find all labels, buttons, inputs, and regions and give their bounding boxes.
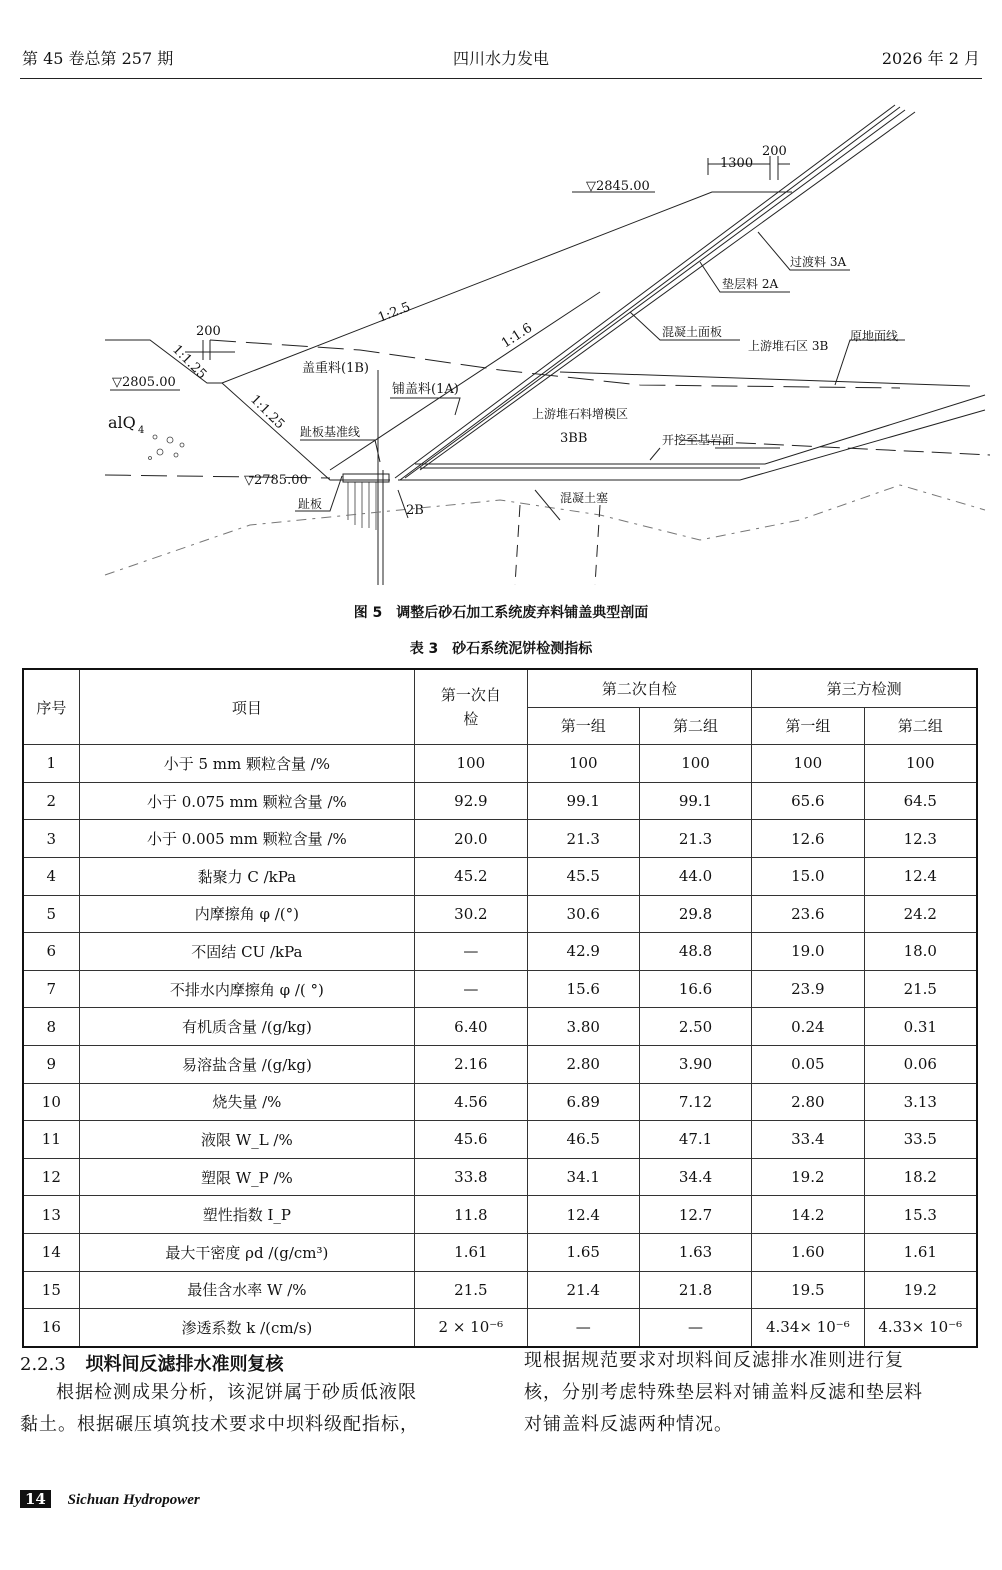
- label-cushion-2a: 垫层料 2A: [722, 277, 779, 291]
- row-value: 12.7: [639, 1196, 751, 1234]
- row-value: 21.3: [527, 820, 639, 858]
- section-heading: [20, 1350, 284, 1376]
- elevation-2785: ▽2785.00: [244, 473, 308, 488]
- row-value: 45.5: [527, 857, 639, 895]
- row-value: 33.5: [864, 1121, 977, 1159]
- label-3bb: 3BB: [560, 431, 588, 446]
- row-value: 45.6: [415, 1121, 528, 1159]
- dim-200-left: 200: [196, 324, 221, 339]
- label-face-slab: 混凝土面板: [662, 325, 723, 339]
- table-row: [23, 745, 977, 783]
- row-value: 2.50: [639, 1008, 751, 1046]
- slope-1-2-5-label: 1:2.5: [376, 299, 413, 326]
- slope-1-1-25-upper-label: 1:1.25: [169, 342, 210, 383]
- header-group-2: 第二组: [639, 707, 751, 745]
- row-value: 33.4: [752, 1121, 864, 1159]
- paragraph-line: 根据检测成果分析，该泥饼属于砂质低液限: [56, 1382, 417, 1403]
- header-third-party: 第三方检测: [752, 669, 977, 707]
- row-value: 24.2: [864, 895, 977, 933]
- label-weight-1b: 盖重料(1B): [302, 361, 369, 376]
- row-value: 4.33× 10⁻⁶: [864, 1309, 977, 1347]
- row-value: 2.80: [752, 1083, 864, 1121]
- row-item: 易溶盐含量 /(g/kg): [79, 1045, 414, 1083]
- row-value: 2.16: [415, 1045, 528, 1083]
- row-value: 16.6: [639, 970, 751, 1008]
- row-value: 0.05: [752, 1045, 864, 1083]
- label-blanket-1a: 铺盖料(1A): [392, 382, 459, 397]
- table-row: [23, 1309, 977, 1347]
- header-group-1: 第一组: [527, 707, 639, 745]
- table-row: [23, 970, 977, 1008]
- row-value: 21.8: [639, 1271, 751, 1309]
- label-upstream-rockfill-3b: 上游堆石区 3B: [748, 339, 829, 353]
- header-second-check: 第二次自检: [527, 669, 752, 707]
- row-number: 4: [23, 857, 79, 895]
- row-item: 塑性指数 I_P: [79, 1196, 414, 1234]
- row-value: 19.2: [864, 1271, 977, 1309]
- row-value: 15.0: [752, 857, 864, 895]
- row-value: 12.6: [752, 820, 864, 858]
- row-value: 21.4: [527, 1271, 639, 1309]
- header-journal: 四川水力发电: [452, 49, 549, 68]
- row-value: 100: [639, 745, 751, 783]
- row-value: 64.5: [864, 782, 977, 820]
- header-first-check: 第一次自检: [415, 669, 528, 745]
- row-value: 100: [752, 745, 864, 783]
- table-row: [23, 1121, 977, 1159]
- row-number: 16: [23, 1309, 79, 1347]
- label-concrete-plug: 混凝土塞: [560, 491, 609, 505]
- row-item: 烧失量 /%: [79, 1083, 414, 1121]
- row-value: 19.5: [752, 1271, 864, 1309]
- label-alq-subscript: 4: [138, 425, 145, 436]
- row-value: 12.4: [527, 1196, 639, 1234]
- row-value: 100: [864, 745, 977, 783]
- row-value: 1.61: [864, 1233, 977, 1271]
- row-item: 最佳含水率 W /%: [79, 1271, 414, 1309]
- journal-name: Sichuan Hydropower: [67, 1492, 200, 1508]
- row-value: 19.0: [752, 933, 864, 971]
- row-value: 30.6: [527, 895, 639, 933]
- row-value: 99.1: [527, 782, 639, 820]
- row-value: 12.4: [864, 857, 977, 895]
- table-row: [23, 1271, 977, 1309]
- row-number: 5: [23, 895, 79, 933]
- row-value: 47.1: [639, 1121, 751, 1159]
- row-value: 42.9: [527, 933, 639, 971]
- row-value: 1.65: [527, 1233, 639, 1271]
- header-group-1: 第一组: [752, 707, 864, 745]
- row-value: 14.2: [752, 1196, 864, 1234]
- table-row: [23, 1196, 977, 1234]
- paragraph-line: 核，分别考虑特殊垫层料对铺盖料反滤和垫层料: [524, 1382, 923, 1403]
- row-value: 2 × 10⁻⁶: [415, 1309, 528, 1347]
- row-number: 7: [23, 970, 79, 1008]
- row-value: 99.1: [639, 782, 751, 820]
- row-value: 11.8: [415, 1196, 528, 1234]
- slope-2-5-line: [222, 192, 792, 383]
- body-left-column: [20, 1377, 490, 1441]
- label-plinth: 趾板: [298, 497, 323, 511]
- body-right-column: [524, 1345, 994, 1441]
- row-value: 2.80: [527, 1045, 639, 1083]
- row-number: 12: [23, 1158, 79, 1196]
- row-item: 小于 5 mm 颗粒含量 /%: [79, 745, 414, 783]
- row-number: 1: [23, 745, 79, 783]
- paragraph-line: 对铺盖料反滤两种情况。: [524, 1414, 733, 1435]
- row-item: 液限 W_L /%: [79, 1121, 414, 1159]
- row-number: 3: [23, 820, 79, 858]
- dim-1300: 1300: [720, 156, 754, 171]
- header-item: 项目: [79, 669, 414, 745]
- row-value: 34.4: [639, 1158, 751, 1196]
- elevation-2805: ▽2805.00: [112, 375, 176, 390]
- row-value: 4.56: [415, 1083, 528, 1121]
- row-number: 8: [23, 1008, 79, 1046]
- row-value: 33.8: [415, 1158, 528, 1196]
- row-value: 3.13: [864, 1083, 977, 1121]
- mud-cake-test-table: [22, 668, 978, 1348]
- table-row: [23, 1008, 977, 1046]
- row-value: —: [639, 1309, 751, 1347]
- dim-200-top: 200: [762, 144, 787, 159]
- row-value: 18.2: [864, 1158, 977, 1196]
- slope-1-1-25-lower-label: 1:1.25: [247, 392, 288, 433]
- row-item: 小于 0.075 mm 颗粒含量 /%: [79, 782, 414, 820]
- row-number: 2: [23, 782, 79, 820]
- label-2b: 2B: [406, 503, 424, 518]
- row-item: 不固结 CU /kPa: [79, 933, 414, 971]
- row-value: 46.5: [527, 1121, 639, 1159]
- row-value: —: [527, 1309, 639, 1347]
- paragraph-line: 黏土。根据碾压填筑技术要求中坝料级配指标，: [20, 1414, 419, 1435]
- label-alq: alQ: [108, 413, 136, 432]
- row-value: 7.12: [639, 1083, 751, 1121]
- paragraph-line: 现根据规范要求对坝料间反滤排水准则进行复: [524, 1350, 904, 1371]
- label-original-ground: 原地面线: [850, 329, 899, 343]
- table-row: [23, 1158, 977, 1196]
- row-value: 4.34× 10⁻⁶: [752, 1309, 864, 1347]
- row-value: 48.8: [639, 933, 751, 971]
- row-value: 19.2: [752, 1158, 864, 1196]
- row-value: 29.8: [639, 895, 751, 933]
- row-value: 21.5: [415, 1271, 528, 1309]
- row-value: 1.61: [415, 1233, 528, 1271]
- row-number: 14: [23, 1233, 79, 1271]
- row-item: 最大干密度 ρd /(g/cm³): [79, 1233, 414, 1271]
- table-row: [23, 782, 977, 820]
- label-excavate-bedrock: 开挖至基岩面: [662, 433, 735, 447]
- row-number: 11: [23, 1121, 79, 1159]
- table-row: [23, 1083, 977, 1121]
- label-transition-3a: 过渡料 3A: [790, 255, 847, 269]
- row-value: 18.0: [864, 933, 977, 971]
- header-group-2: 第二组: [864, 707, 977, 745]
- row-value: 15.6: [527, 970, 639, 1008]
- row-value: 20.0: [415, 820, 528, 858]
- row-value: 45.2: [415, 857, 528, 895]
- row-value: 21.3: [639, 820, 751, 858]
- table-row: [23, 857, 977, 895]
- row-number: 15: [23, 1271, 79, 1309]
- row-value: 0.31: [864, 1008, 977, 1046]
- row-value: 1.60: [752, 1233, 864, 1271]
- row-number: 9: [23, 1045, 79, 1083]
- row-number: 6: [23, 933, 79, 971]
- row-value: —: [415, 933, 528, 971]
- row-value: 23.6: [752, 895, 864, 933]
- row-item: 渗透系数 k /(cm/s): [79, 1309, 414, 1347]
- footer: [20, 1490, 200, 1509]
- header-seq: 序号: [23, 669, 79, 745]
- row-number: 13: [23, 1196, 79, 1234]
- row-number: 10: [23, 1083, 79, 1121]
- label-plinth-reference: 趾板基准线: [300, 425, 361, 439]
- row-value: 12.3: [864, 820, 977, 858]
- slope-1-1-6-label: 1:1.6: [499, 320, 536, 352]
- header-date: 2026 年 2 月: [881, 49, 980, 68]
- row-value: 6.40: [415, 1008, 528, 1046]
- page-number: 14: [20, 1490, 51, 1508]
- row-value: 15.3: [864, 1196, 977, 1234]
- elevation-2845: ▽2845.00: [586, 179, 650, 194]
- row-value: 21.5: [864, 970, 977, 1008]
- figure-caption: 图 5 调整后砂石加工系统废弃料铺盖典型剖面: [353, 605, 649, 621]
- table-row: [23, 895, 977, 933]
- table-caption: 表 3 砂石系统泥饼检测指标: [409, 641, 593, 657]
- alluvium-pattern: [149, 435, 185, 460]
- row-value: 3.90: [639, 1045, 751, 1083]
- row-value: 0.24: [752, 1008, 864, 1046]
- row-value: 6.89: [527, 1083, 639, 1121]
- table-row: [23, 933, 977, 971]
- row-value: 3.80: [527, 1008, 639, 1046]
- row-value: 34.1: [527, 1158, 639, 1196]
- row-value: 23.9: [752, 970, 864, 1008]
- row-item: 有机质含量 /(g/kg): [79, 1008, 414, 1046]
- row-value: 30.2: [415, 895, 528, 933]
- row-item: 黏聚力 C /kPa: [79, 857, 414, 895]
- row-item: 内摩擦角 φ /(°): [79, 895, 414, 933]
- row-item: 不排水内摩擦角 φ /( °): [79, 970, 414, 1008]
- section-title: 坝料间反滤排水准则复核: [85, 1354, 284, 1375]
- label-rockfill-3bb-name: 上游堆石料增模区: [532, 407, 629, 421]
- row-value: —: [415, 970, 528, 1008]
- section-number: 2.2.3: [20, 1354, 66, 1375]
- row-value: 100: [415, 745, 528, 783]
- row-item: 塑限 W_P /%: [79, 1158, 414, 1196]
- table-row: [23, 1045, 977, 1083]
- row-value: 92.9: [415, 782, 528, 820]
- dam-section-diagram: [0, 0, 1002, 600]
- row-value: 65.6: [752, 782, 864, 820]
- table-row: [23, 1233, 977, 1271]
- row-item: 小于 0.005 mm 颗粒含量 /%: [79, 820, 414, 858]
- row-value: 100: [527, 745, 639, 783]
- row-value: 0.06: [864, 1045, 977, 1083]
- table-row: [23, 820, 977, 858]
- row-value: 1.63: [639, 1233, 751, 1271]
- header-issue: 第 45 卷总第 257 期: [22, 49, 174, 68]
- row-value: 44.0: [639, 857, 751, 895]
